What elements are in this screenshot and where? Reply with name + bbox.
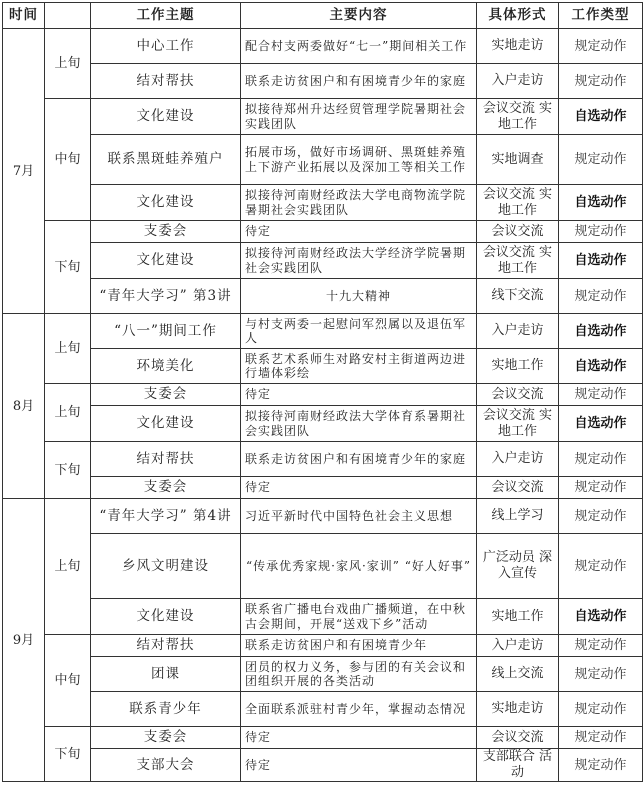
- content-cell: 待定: [241, 727, 477, 749]
- form-cell: 线上交流: [477, 657, 559, 692]
- header-type: 工作类型: [559, 3, 643, 29]
- topic-cell: “八一”期间工作: [91, 314, 241, 349]
- form-cell: 会议交流 实地工作: [477, 243, 559, 279]
- type-cell: 规定动作: [559, 692, 643, 727]
- topic-cell: 联系青少年: [91, 692, 241, 727]
- table-row: [3, 279, 643, 314]
- table-row: [3, 692, 643, 727]
- header-row: [3, 3, 643, 29]
- header-topic: 工作主题: [91, 3, 241, 29]
- table-row: [3, 657, 643, 692]
- table-row: [3, 599, 643, 635]
- topic-cell: 支委会: [91, 384, 241, 406]
- type-cell: 规定动作: [559, 635, 643, 657]
- header-content: 主要内容: [241, 3, 477, 29]
- type-cell: 自选动作: [559, 349, 643, 384]
- content-cell: 配合村支两委做好“七一”期间相关工作: [241, 29, 477, 64]
- form-cell: 实地工作: [477, 599, 559, 635]
- period-cell: 中旬: [45, 635, 91, 727]
- table-row: [3, 135, 643, 185]
- form-cell: 会议交流 实地工作: [477, 406, 559, 442]
- topic-cell: “青年大学习” 第3讲: [91, 279, 241, 314]
- type-cell: 规定动作: [559, 279, 643, 314]
- type-cell: 规定动作: [559, 749, 643, 782]
- content-cell: 联系走访贫困户和有困境青少年的家庭: [241, 64, 477, 99]
- table-row: [3, 29, 643, 64]
- topic-cell: 支委会: [91, 221, 241, 243]
- table-row: [3, 635, 643, 657]
- type-cell: 规定动作: [559, 534, 643, 599]
- month-cell-sep: 9月: [3, 499, 45, 782]
- type-cell: 自选动作: [559, 599, 643, 635]
- content-cell: 联系艺术系师生对路安村主街道两边进行墙体彩绘: [241, 349, 477, 384]
- period-cell: 下旬: [45, 727, 91, 782]
- header-time: 时间: [3, 3, 45, 29]
- content-cell: 与村支两委一起慰问军烈属以及退伍军人: [241, 314, 477, 349]
- type-cell: 规定动作: [559, 499, 643, 534]
- period-cell: 上旬: [45, 499, 91, 635]
- period-cell: 上旬: [45, 384, 91, 442]
- type-cell: 规定动作: [559, 657, 643, 692]
- table-row: [3, 64, 643, 99]
- topic-cell: 文化建设: [91, 406, 241, 442]
- form-cell: 入户走访: [477, 442, 559, 477]
- topic-cell: 文化建设: [91, 99, 241, 135]
- form-cell: 实地调查: [477, 135, 559, 185]
- table-row: [3, 534, 643, 599]
- table-row: [3, 99, 643, 135]
- form-cell: 支部联合 活动: [477, 749, 559, 782]
- form-cell: 会议交流 实地工作: [477, 99, 559, 135]
- content-cell: 待定: [241, 477, 477, 499]
- type-cell: 规定动作: [559, 384, 643, 406]
- form-cell: 会议交流 实地工作: [477, 185, 559, 221]
- topic-cell: 乡风文明建设: [91, 534, 241, 599]
- form-cell: 广泛动员 深入宣传: [477, 534, 559, 599]
- type-cell: 自选动作: [559, 185, 643, 221]
- topic-cell: 结对帮扶: [91, 635, 241, 657]
- period-cell: 上旬: [45, 29, 91, 99]
- table-row: [3, 749, 643, 782]
- content-cell: 拟接待河南财经政法大学经济学院暑期社会实践团队: [241, 243, 477, 279]
- form-cell: 会议交流: [477, 221, 559, 243]
- form-cell: 入户走访: [477, 314, 559, 349]
- form-cell: 会议交流: [477, 384, 559, 406]
- table-row: [3, 499, 643, 534]
- table-row: [3, 384, 643, 406]
- type-cell: 规定动作: [559, 64, 643, 99]
- topic-cell: 文化建设: [91, 599, 241, 635]
- content-cell: “传承优秀家规·家风·家训” “好人好事”: [241, 534, 477, 599]
- topic-cell: 联系黑斑蛙养殖户: [91, 135, 241, 185]
- period-cell: 下旬: [45, 442, 91, 499]
- type-cell: 规定动作: [559, 727, 643, 749]
- work-plan-table: [2, 2, 643, 782]
- table-row: [3, 243, 643, 279]
- topic-cell: “青年大学习” 第4讲: [91, 499, 241, 534]
- topic-cell: 文化建设: [91, 243, 241, 279]
- content-cell: 待定: [241, 221, 477, 243]
- form-cell: 线上学习: [477, 499, 559, 534]
- content-cell: 全面联系派驻村青少年，掌握动态情况: [241, 692, 477, 727]
- form-cell: 入户走访: [477, 64, 559, 99]
- content-cell: 拟接待河南财经政法大学体育系暑期社会实践团队: [241, 406, 477, 442]
- form-cell: 入户走访: [477, 635, 559, 657]
- form-cell: 会议交流: [477, 477, 559, 499]
- table-row: [3, 442, 643, 477]
- type-cell: 规定动作: [559, 221, 643, 243]
- table-row: [3, 477, 643, 499]
- table-row: [3, 221, 643, 243]
- month-cell-jul: 7月: [3, 29, 45, 314]
- topic-cell: 文化建设: [91, 185, 241, 221]
- type-cell: 规定动作: [559, 442, 643, 477]
- table-row: [3, 406, 643, 442]
- content-cell: 习近平新时代中国特色社会主义思想: [241, 499, 477, 534]
- type-cell: 自选动作: [559, 314, 643, 349]
- type-cell: 自选动作: [559, 243, 643, 279]
- content-cell: 待定: [241, 749, 477, 782]
- table-row: [3, 185, 643, 221]
- type-cell: 规定动作: [559, 29, 643, 64]
- table-row: [3, 727, 643, 749]
- topic-cell: 结对帮扶: [91, 64, 241, 99]
- period-cell: 中旬: [45, 99, 91, 221]
- form-cell: 实地走访: [477, 29, 559, 64]
- content-cell: 拟接待河南财经政法大学电商物流学院暑期社会实践团队: [241, 185, 477, 221]
- month-cell-aug: 8月: [3, 314, 45, 499]
- type-cell: 规定动作: [559, 135, 643, 185]
- form-cell: 会议交流: [477, 727, 559, 749]
- topic-cell: 结对帮扶: [91, 442, 241, 477]
- content-cell: 拟接待郑州升达经贸管理学院暑期社会实践团队: [241, 99, 477, 135]
- content-cell: 十九大精神: [241, 279, 477, 314]
- content-cell: 联系省广播电台戏曲广播频道，在中秋古会期间，开展“送戏下乡”活动: [241, 599, 477, 635]
- topic-cell: 环境美化: [91, 349, 241, 384]
- content-cell: 团员的权力义务，参与团的有关会议和团组织开展的各类活动: [241, 657, 477, 692]
- form-cell: 实地工作: [477, 349, 559, 384]
- table-row: [3, 349, 643, 384]
- topic-cell: 支部大会: [91, 749, 241, 782]
- topic-cell: 团课: [91, 657, 241, 692]
- type-cell: 自选动作: [559, 406, 643, 442]
- form-cell: 线下交流: [477, 279, 559, 314]
- header-form: 具体形式: [477, 3, 559, 29]
- content-cell: 联系走访贫困户和有困境青少年的家庭: [241, 442, 477, 477]
- content-cell: 联系走访贫困户和有困境青少年: [241, 635, 477, 657]
- period-cell: 下旬: [45, 221, 91, 314]
- topic-cell: 支委会: [91, 727, 241, 749]
- type-cell: 规定动作: [559, 477, 643, 499]
- topic-cell: 中心工作: [91, 29, 241, 64]
- form-cell: 实地走访: [477, 692, 559, 727]
- content-cell: 拓展市场，做好市场调研、黑斑蛙养殖上下游产业拓展以及深加工等相关工作: [241, 135, 477, 185]
- period-cell: 上旬: [45, 314, 91, 384]
- type-cell: 自选动作: [559, 99, 643, 135]
- topic-cell: 支委会: [91, 477, 241, 499]
- content-cell: 待定: [241, 384, 477, 406]
- table-row: [3, 314, 643, 349]
